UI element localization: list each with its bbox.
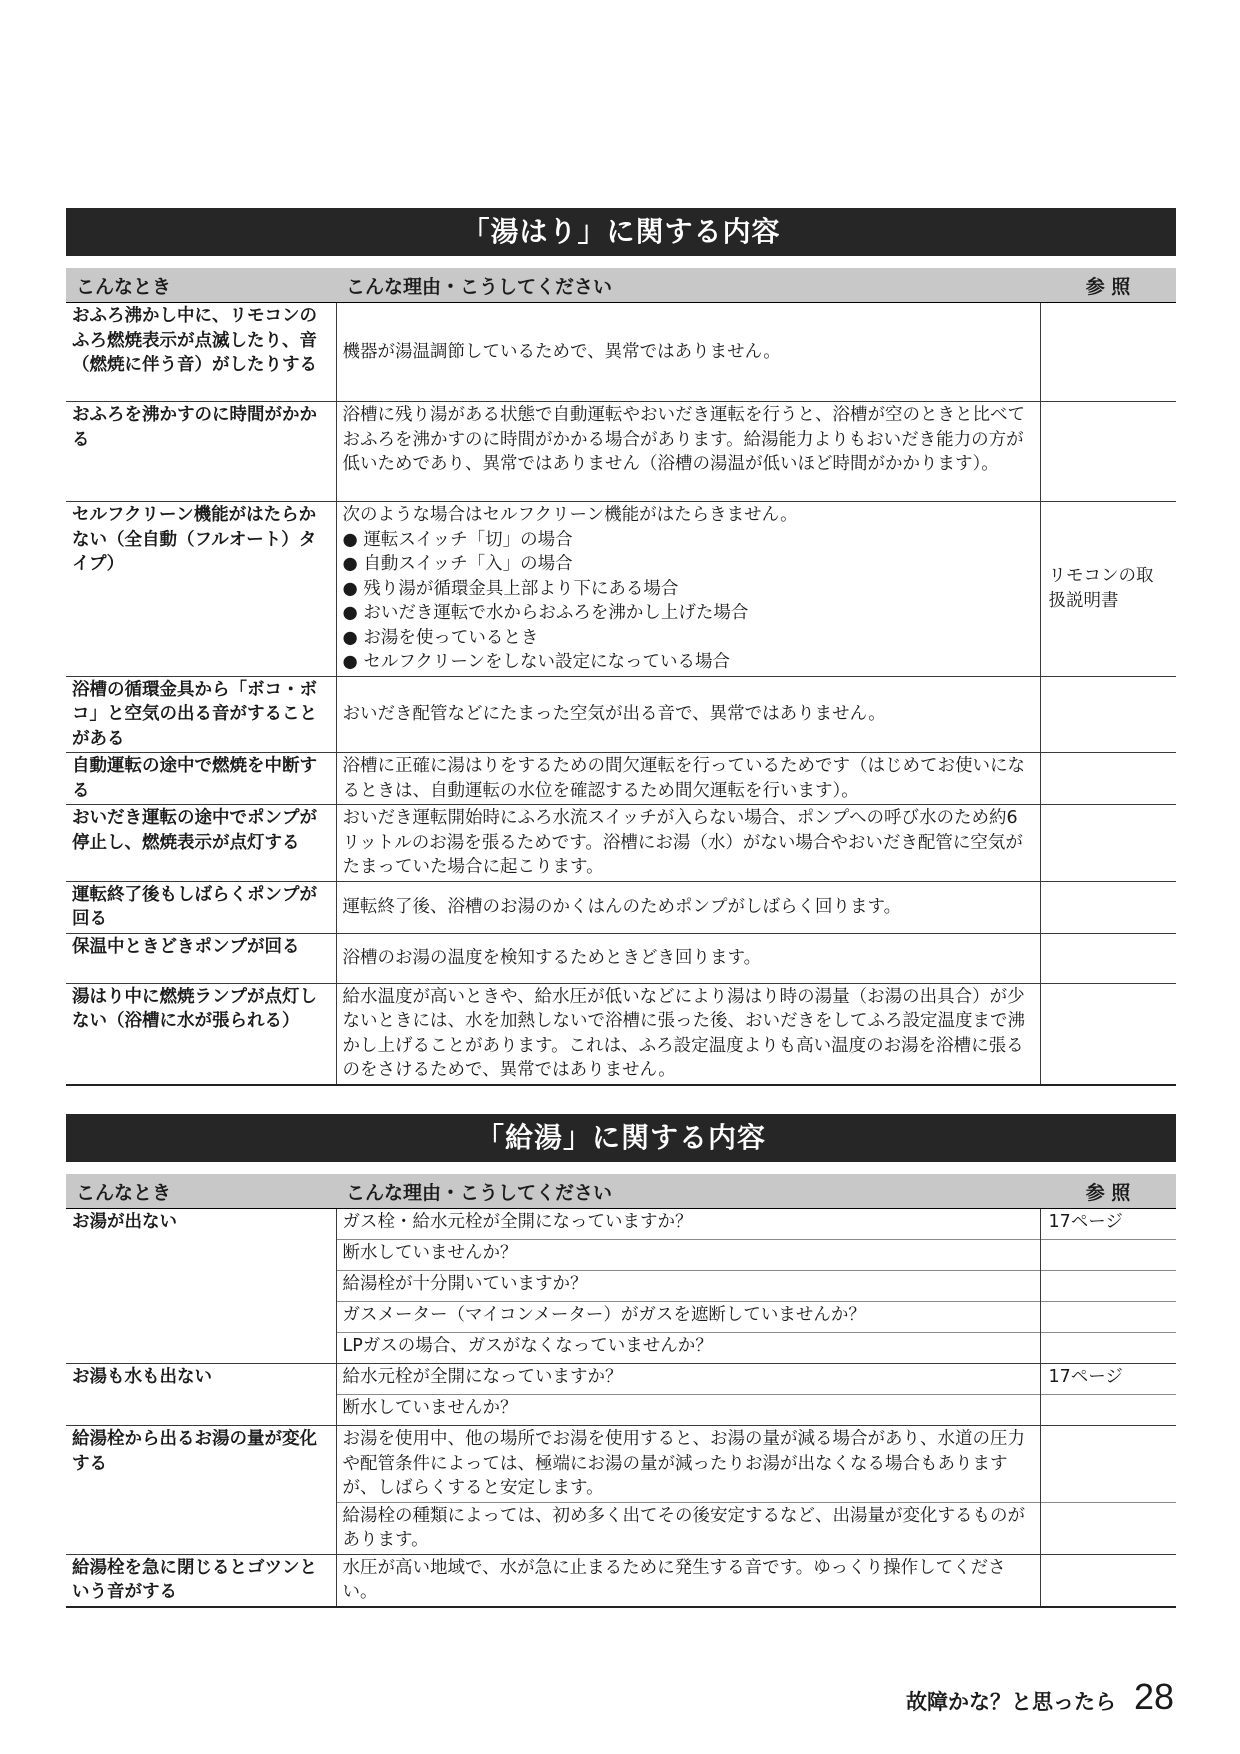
ref-cell — [1040, 805, 1176, 882]
ref-cell — [1040, 1395, 1176, 1426]
section-yuhari — [66, 208, 1176, 1086]
condition-list — [343, 528, 1032, 675]
when-cell: 運転終了後もしばらくポンプが回る — [66, 881, 336, 933]
table-row — [66, 402, 1176, 502]
list-item: ● おいだき運転で水からおふろを沸かし上げた場合 — [343, 601, 1032, 626]
reason-cell: 給水元栓が全開になっていますか？ — [336, 1364, 1040, 1395]
section-kyuto — [66, 1114, 1176, 1608]
ref-cell — [1040, 1240, 1176, 1271]
reason-cell: 機器が湯温調節しているためで、異常ではありません。 — [336, 303, 1040, 402]
when-cell: おふろを沸かすのに時間がかかる — [66, 402, 336, 502]
reason-cell: 運転終了後、浴槽のお湯のかくはんのためポンプがしばらく回ります。 — [336, 881, 1040, 933]
when-cell: セルフクリーン機能がはたらかない（全自動（フルオート）タイプ） — [66, 502, 336, 677]
table-row — [66, 753, 1176, 805]
list-item: ● 残り湯が循環金具上部より下にある場合 — [343, 577, 1032, 602]
table-row — [66, 881, 1176, 933]
header-ref: 参 照 — [1040, 1174, 1176, 1209]
when-cell: おふろ沸かし中に、リモコンのふろ燃焼表示が点滅したり、音（燃焼に伴う音）がしたりする — [66, 303, 336, 402]
ref-cell — [1040, 1502, 1176, 1554]
ref-cell — [1040, 402, 1176, 502]
reason-cell — [336, 502, 1040, 677]
ref-cell — [1040, 933, 1176, 983]
ref-cell: 17ページ — [1040, 1364, 1176, 1395]
ref-cell — [1040, 676, 1176, 753]
ref-cell — [1040, 1271, 1176, 1302]
page-number: 28 — [1133, 1676, 1174, 1717]
when-cell: お湯が出ない — [66, 1209, 336, 1364]
list-item: ● お湯を使っているとき — [343, 626, 1032, 651]
reason-cell: おいだき配管などにたまった空気が出る音で、異常ではありません。 — [336, 676, 1040, 753]
table-row — [66, 502, 1176, 677]
when-cell: 保温中ときどきポンプが回る — [66, 933, 336, 983]
header-ref: 参 照 — [1040, 268, 1176, 303]
table-row — [66, 1364, 1176, 1395]
list-item: ● セルフクリーンをしない設定になっている場合 — [343, 650, 1032, 675]
ref-cell: リモコンの取扱説明書 — [1040, 502, 1176, 677]
reason-cell: 浴槽に正確に湯はりをするための間欠運転を行っているためです（はじめてお使いになるときは、自動運転の水位を確認するため間欠運転を行います）。 — [336, 753, 1040, 805]
ref-cell — [1040, 1302, 1176, 1333]
table-header-row — [66, 1174, 1176, 1209]
reason-cell: おいだき運転開始時にふろ水流スイッチが入らない場合、ポンプへの呼び水のため約6リットルのお湯を張るためです。浴槽にお湯（水）がない場合やおいだき配管に空気がたまっていた場合に起こります。 — [336, 805, 1040, 882]
when-cell: 自動運転の途中で燃焼を中断する — [66, 753, 336, 805]
header-reason: こんな理由・こうしてください — [336, 268, 1040, 303]
reason-cell: お湯を使用中、他の場所でお湯を使用すると、お湯の量が減る場合があり、水道の圧力や配管条件によっては、極端にお湯の量が減ったりお湯が出なくなる場合もありますが、しばらくすると安定します。 — [336, 1426, 1040, 1503]
reason-cell: ガスメーター（マイコンメーター）がガスを遮断していませんか？ — [336, 1302, 1040, 1333]
when-cell: 給湯栓を急に閉じるとゴツンという音がする — [66, 1554, 336, 1607]
list-item: ● 運転スイッチ「切」の場合 — [343, 528, 1032, 553]
header-reason: こんな理由・こうしてください — [336, 1174, 1040, 1209]
reason-cell: 給水温度が高いときや、給水圧が低いなどにより湯はり時の湯量（お湯の出具合）が少ないときには、水を加熱しないで浴槽に張った後、おいだきをしてふろ設定温度まで沸かし上げることがあります。これは、ふろ設定温度よりも高い温度のお湯を浴槽に張るのをさけるためで、異常ではありません。 — [336, 983, 1040, 1085]
page-footer — [906, 1676, 1174, 1718]
table-row — [66, 303, 1176, 402]
table-row — [66, 1426, 1176, 1503]
when-cell: おいだき運転の途中でポンプが停止し、燃焼表示が点灯する — [66, 805, 336, 882]
table-row — [66, 805, 1176, 882]
table-row — [66, 1554, 1176, 1607]
reason-cell: 給湯栓の種類によっては、初め多く出てその後安定するなど、出湯量が変化するものがあります。 — [336, 1502, 1040, 1554]
when-cell: お湯も水も出ない — [66, 1364, 336, 1426]
when-cell: 給湯栓から出るお湯の量が変化する — [66, 1426, 336, 1555]
reason-cell: 水圧が高い地域で、水が急に止まるために発生する音です。ゆっくり操作してください。 — [336, 1554, 1040, 1607]
table-row — [66, 983, 1176, 1085]
troubleshoot-table — [66, 1174, 1176, 1608]
section-title: 「湯はり」に関する内容 — [66, 208, 1176, 256]
ref-cell — [1040, 983, 1176, 1085]
header-when: こんなとき — [66, 1174, 336, 1209]
when-cell: 浴槽の循環金具から「ボコ・ボコ」と空気の出る音がすることがある — [66, 676, 336, 753]
reason-cell: ガス栓・給水元栓が全開になっていますか？ — [336, 1209, 1040, 1240]
header-when: こんなとき — [66, 268, 336, 303]
ref-cell — [1040, 1426, 1176, 1503]
ref-cell — [1040, 753, 1176, 805]
ref-cell — [1040, 303, 1176, 402]
ref-cell — [1040, 1333, 1176, 1364]
ref-cell: 17ページ — [1040, 1209, 1176, 1240]
table-row — [66, 1209, 1176, 1240]
reason-cell: 断水していませんか？ — [336, 1395, 1040, 1426]
reason-cell: 断水していませんか？ — [336, 1240, 1040, 1271]
table-row — [66, 933, 1176, 983]
reason-cell: LPガスの場合、ガスがなくなっていませんか？ — [336, 1333, 1040, 1364]
footer-title: 故障かな？と思ったら — [905, 1690, 1116, 1714]
when-cell: 湯はり中に燃焼ランプが点灯しない（浴槽に水が張られる） — [66, 983, 336, 1085]
ref-cell — [1040, 881, 1176, 933]
list-item: ● 自動スイッチ「入」の場合 — [343, 552, 1032, 577]
troubleshoot-table — [66, 268, 1176, 1086]
reason-cell: 浴槽のお湯の温度を検知するためときどき回ります。 — [336, 933, 1040, 983]
reason-cell: 給湯栓が十分開いていますか？ — [336, 1271, 1040, 1302]
reason-intro: 次のような場合はセルフクリーン機能がはたらきません。 — [342, 505, 798, 525]
table-row — [66, 676, 1176, 753]
section-title: 「給湯」に関する内容 — [66, 1114, 1176, 1162]
ref-cell — [1040, 1554, 1176, 1607]
reason-cell: 浴槽に残り湯がある状態で自動運転やおいだき運転を行うと、浴槽が空のときと比べておふろを沸かすのに時間がかかる場合があります。給湯能力よりもおいだき能力の方が低いためであり、異常ではありません（浴槽の湯温が低いほど時間がかかります）。 — [336, 402, 1040, 502]
table-header-row — [66, 268, 1176, 303]
